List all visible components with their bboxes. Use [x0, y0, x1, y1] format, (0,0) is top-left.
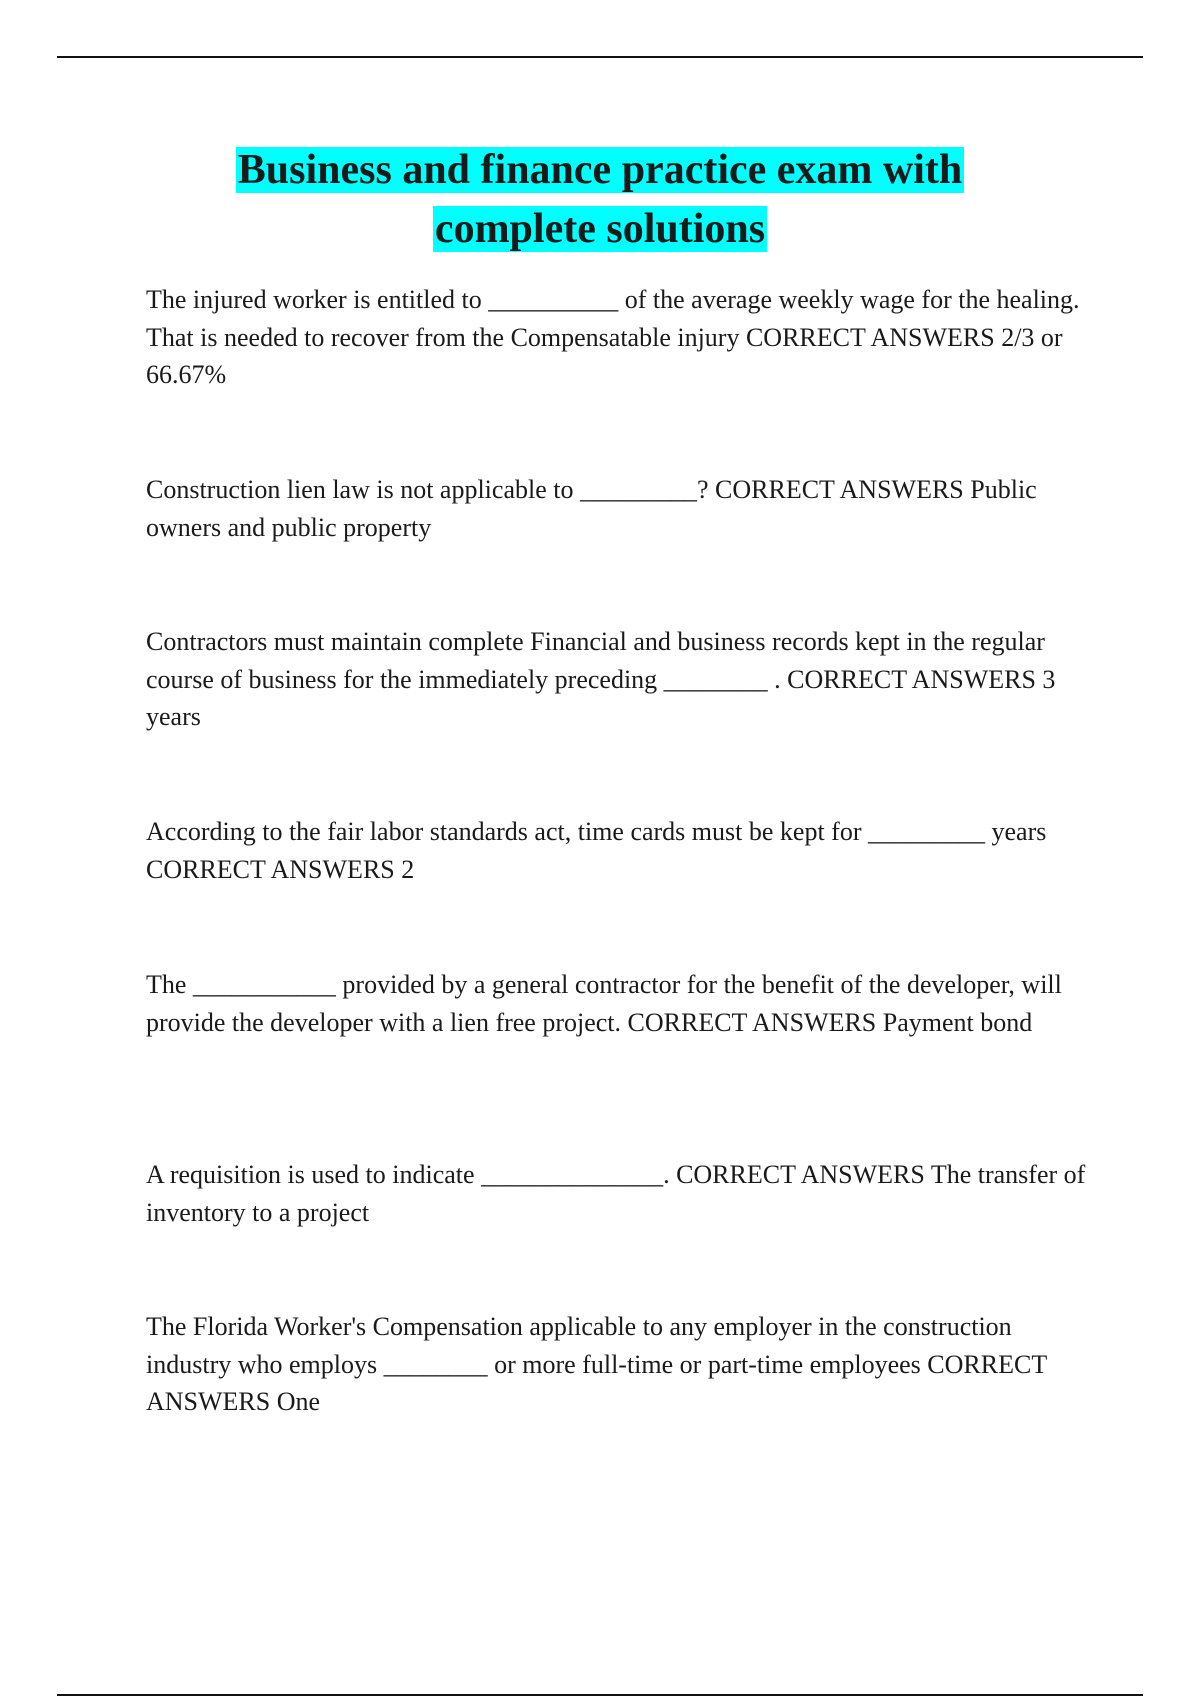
- top-divider: [57, 56, 1143, 58]
- question-7: The Florida Worker's Compensation applicable to any employer in the construction industry who employs ________ or more full-time or part-time employees CORRECT ANSWERS One: [146, 1312, 1047, 1416]
- question-6: A requisition is used to indicate ______________. CORRECT ANSWERS The transfer of inventory to a project: [146, 1160, 1086, 1227]
- question-2: Construction lien law is not applicable to _________? CORRECT ANSWERS Public owners and public property: [146, 475, 1037, 542]
- question-1: The injured worker is entitled to __________ of the average weekly wage for the healing. That is needed to recover from the Compensatable injury CORRECT ANSWERS 2/3 or 66.67%: [146, 285, 1080, 389]
- bottom-divider: [57, 1694, 1143, 1696]
- document-title: [100, 141, 1100, 259]
- title-line-1: Business and finance practice exam with: [237, 147, 963, 193]
- question-5: The ___________ provided by a general contractor for the benefit of the developer, will provide the developer with a lien free project. CORRECT ANSWERS Payment bond: [146, 970, 1062, 1037]
- title-line-2: complete solutions: [434, 206, 766, 252]
- question-4: According to the fair labor standards act, time cards must be kept for _________ years CORRECT ANSWERS 2: [146, 817, 1047, 884]
- question-3: Contractors must maintain complete Financial and business records kept in the regular course of business for the immediately preceding ________ . CORRECT ANSWERS 3 years: [146, 627, 1056, 731]
